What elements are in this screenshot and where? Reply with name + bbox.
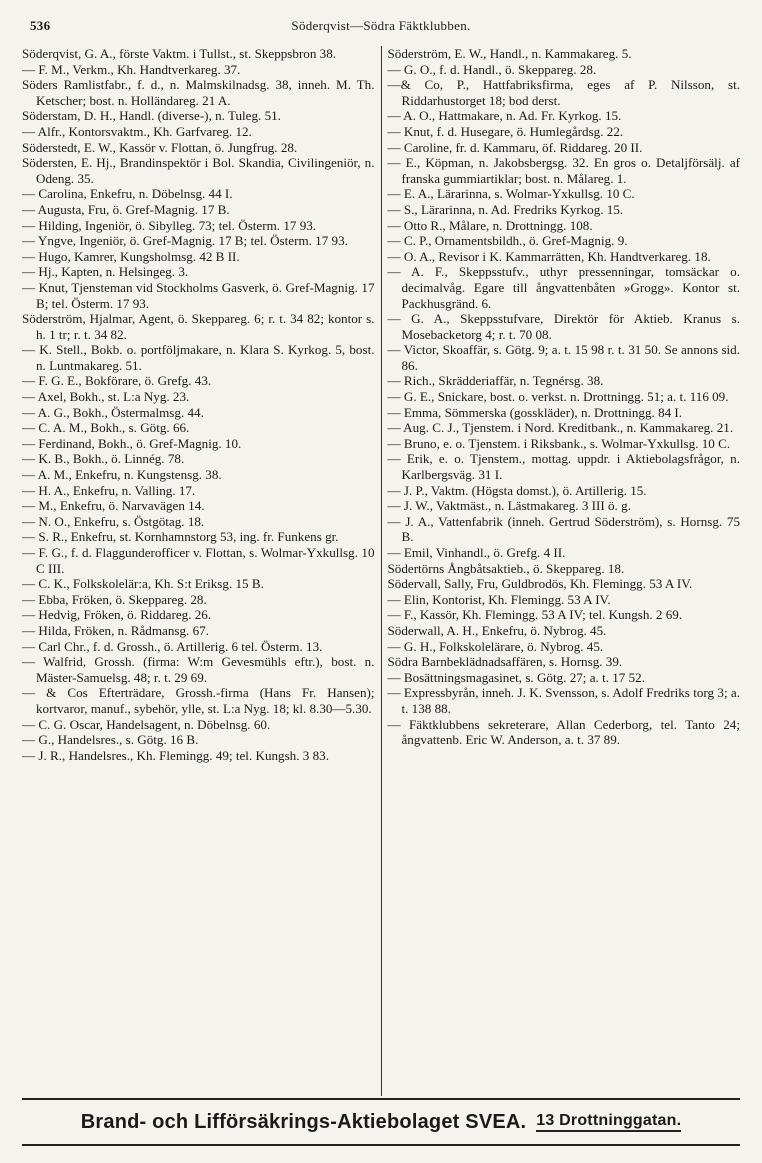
page-number: 536 [30,18,51,33]
directory-entry: — G. H., Folkskolelärare, ö. Nybrog. 45. [387,638,604,654]
directory-entry: — C. K., Folkskolelär:a, Kh. S:t Eriksg. 15 B. [22,576,264,592]
directory-entry: — Hedvig, Fröken, ö. Riddareg. 26. [22,607,212,623]
directory-entry: — Ferdinand, Bokh., ö. Gref-Magnig. 10. [22,435,242,451]
footer-advertisement [22,1098,740,1146]
footer-ad-text: Brand- och Lifförsäkrings-Aktiebolaget SVEA. [80,1110,527,1133]
directory-entry: — Yngve, Ingeniör, ö. Gref-Magnig. 17 B; tel. Österm. 17 93. [22,233,348,249]
directory-entry: — Erik, e. o. Tjenstem., mottag. uppdr. i Aktiebolagsfrågor, n. Karlbergsväg. 31 I. [387,451,740,483]
directory-entry: Söderqvist, G. A., förste Vaktm. i Tullst., st. Skeppsbron 38. [22,46,337,61]
directory-entry: Söderström, Hjalmar, Agent, ö. Skeppareg. 6; r. t. 34 82; kontor s. h. 1 tr; r. t. 34 82. [22,311,375,342]
directory-entry: — Hilda, Fröken, n. Rådmansg. 67. [22,622,209,638]
directory-entry: — F. M., Verkm., Kh. Handtverkareg. 37. [22,61,241,77]
directory-entry: — A. O., Hattmakare, n. Ad. Fr. Kyrkog. 15. [387,108,622,124]
directory-entry: — Bosättningsmagasinet, s. Götg. 27; a. t. 17 52. [387,669,645,685]
directory-entry: — Elin, Kontorist, Kh. Flemingg. 53 A IV. [387,591,611,607]
directory-entry: — Emil, Vinhandl., ö. Grefg. 4 II. [387,545,566,560]
directory-entry: — Expressbyrån, inneh. J. K. Svensson, s. Adolf Fredriks torg 3; a. t. 138 88. [387,685,740,716]
directory-entry: — K. Stell., Bokb. o. portföljmakare, n. Klara S. Kyrkog. 5, bost. n. Luntmakareg. 51. [22,342,375,373]
directory-entry: — F., Kassör, Kh. Flemingg. 53 A IV; tel. Kungsh. 2 69. [387,607,683,623]
directory-entry: Söderström, E. W., Handl., n. Kammakareg. 5. [387,46,632,61]
directory-entry: — H. A., Enkefru, n. Valling. 17. [22,482,196,498]
directory-entry: — N. O., Enkefru, s. Östgötag. 18. [22,513,205,529]
directory-entry: Södra Barnbeklädnadsaffären, s. Hornsg. 39. [387,654,623,670]
directory-entry: Söderstedt, E. W., Kassör v. Flottan, ö. Jungfrug. 28. [22,139,298,155]
directory-entry: Söderstam, D. H., Handl. (diverse-), n. Tuleg. 51. [22,108,281,124]
directory-entry: — O. A., Revisor i K. Kammarrätten, Kh. Handtverkareg. 18. [387,248,711,264]
directory-entry: —& Co, P., Hattfabriksfirma, eges af P. Nilsson, st. Riddarhustorget 18; bod derst. [387,77,740,108]
right-column [382,46,741,1096]
page-header [22,10,740,40]
directory-entry: — Carl Chr., f. d. Grossh., ö. Artillerig. 6 tel. Österm. 13. [22,638,323,654]
footer-ad-address: 13 Drottninggatan. [536,1112,681,1132]
directory-entry: — S. R., Enkefru, st. Kornhamnstorg 53, ing. fr. Funkens gr. [22,529,339,545]
directory-entry: — E., Köpman, n. Jakobsbergsg. 32. En gros o. Detaljförsälj. af franska gummiartiklar; bost. n. Målareg. 1. [387,155,740,186]
directory-entry: — F. G., f. d. Flaggunderofficer v. Flottan, s. Wolmar-Yxkullsg. 10 C III. [22,545,375,576]
directory-entry: — Fäktklubbens sekreterare, Allan Cederborg, tel. Tanto 24; ångvattenb. Eric W. Anderson, a. t. 37 89. [387,716,740,748]
directory-entry: Södervall, Sally, Fru, Guldbrodös, Kh. Flemingg. 53 A IV. [387,576,693,592]
directory-entry: — Knut, Tjensteman vid Stockholms Gasverk, ö. Gref-Magnig. 17 B; tel. Österm. 17 93. [22,279,375,311]
directory-entry: — Aug. C. J., Tjenstem. i Nord. Kreditbank., n. Kammakareg. 21. [387,420,734,436]
directory-entry: — Ebba, Fröken, ö. Skeppareg. 28. [22,591,207,607]
directory-entry: — J. A., Vattenfabrik (inneh. Gertrud Söderström), s. Hornsg. 75 B. [387,513,740,545]
directory-entry: Söders Ramlistfabr., f. d., n. Malmskilnadsg. 38, inneh. M. Th. Ketscher; bost. n. Holländareg. 21 A. [22,77,375,108]
directory-entry: — A. F., Skeppsstufv., uthyr pressenningar, tomsäckar o. decimalvåg. Egare till ångvattenbåten »Grogg». Kontor st. Packhusgränd. 6. [387,264,740,311]
directory-entry: Södersten, E. Hj., Brandinspektör i Bol. Skandia, Civilingeniör, n. Odeng. 35. [22,155,375,186]
directory-entry: — Victor, Skoaffär, s. Götg. 9; a. t. 15 98 r. t. 31 50. Se annons sid. 86. [387,342,740,373]
directory-entry: — Carolina, Enkefru, n. Döbelnsg. 44 I. [22,186,233,202]
directory-entry: — J. R., Handelsres., Kh. Flemingg. 49; tel. Kungsh. 3 83. [22,747,329,763]
directory-entry: — A. G., Bokh., Östermalmsg. 44. [22,404,204,420]
directory-entry: — G. A., Skeppsstufvare, Direktör för Aktieb. Kranus s. Mosebacketorg 4; r. t. 70 08. [387,311,740,342]
left-column [22,46,382,1096]
directory-entry: — S., Lärarinna, n. Ad. Fredriks Kyrkog. 15. [387,201,624,217]
directory-entry: — Walfrid, Grossh. (firma: W:m Gevesmühls eftr.), bost. n. Mäster-Samuelsg. 48; r. t. 29 69. [22,654,375,685]
directory-entry: Söderwall, A. H., Enkefru, ö. Nybrog. 45. [387,622,607,638]
directory-entry: — A. M., Enkefru, n. Kungstensg. 38. [22,467,222,483]
directory-entry: — Hilding, Ingeniör, ö. Sibylleg. 73; tel. Österm. 17 93. [22,217,317,233]
directory-entry: — C. A. M., Bokh., s. Götg. 66. [22,420,190,436]
directory-entry: — M., Enkefru, ö. Narvavägen 14. [22,498,205,514]
directory-entry: — E. A., Lärarinna, s. Wolmar-Yxkullsg. 10 C. [387,186,635,202]
directory-entry: — C. G. Oscar, Handelsagent, n. Döbelnsg. 60. [22,716,271,732]
directory-entry: — F. G. E., Bokförare, ö. Grefg. 43. [22,373,212,389]
directory-entry: — & Cos Efterträdare, Grossh.-firma (Hans Fr. Hansen); kortvaror, manuf., sybehör, ylle, st. L:a Nyg. 18; kl. 8.30—5.30. [22,685,375,716]
directory-entry: Södertörns Ångbåtsaktieb., ö. Skeppareg. 18. [387,560,625,576]
directory-entry: — C. P., Ornamentsbildh., ö. Gref-Magnig. 9. [387,233,628,249]
directory-entry: — Hugo, Kamrer, Kungsholmsg. 42 B II. [22,248,240,264]
directory-entry: — Hj., Kapten, n. Helsingeg. 3. [22,264,189,280]
directory-entry: — Knut, f. d. Husegare, ö. Humlegårdsg. 22. [387,123,624,139]
directory-entry: — Caroline, fr. d. Kammaru, öf. Riddareg. 20 II. [387,139,643,155]
directory-entry: — Otto R., Målare, n. Drottningg. 108. [387,217,593,233]
directory-entry: — J. P., Vaktm. (Högsta domst.), ö. Artillerig. 15. [387,482,647,498]
directory-entry: — Axel, Bokh., st. L:a Nyg. 23. [22,389,190,405]
directory-entry: — Bruno, e. o. Tjenstem. i Riksbank., s. Wolmar-Yxkullsg. 10 C. [387,435,731,451]
directory-entry: — G. E., Snickare, bost. o. verkst. n. Drottningg. 51; a. t. 116 09. [387,389,729,405]
running-head: Söderqvist—Södra Fäktklubben. [291,18,471,33]
directory-entry: — G. O., f. d. Handl., ö. Skeppareg. 28. [387,61,597,77]
directory-entry: — Rich., Skrädderiaffär, n. Tegnérsg. 38. [387,373,604,389]
directory-entry: — Emma, Sömmerska (gosskläder), n. Drottningg. 84 I. [387,404,683,420]
directory-entry: — Augusta, Fru, ö. Gref-Magnig. 17 B. [22,201,230,217]
directory-columns [22,46,740,1096]
directory-entry: — Alfr., Kontorsvaktm., Kh. Garfvareg. 12. [22,123,252,139]
directory-entry: — G., Handelsres., s. Götg. 16 B. [22,732,199,748]
directory-entry: — K. B., Bokh., ö. Linnég. 78. [22,451,185,467]
directory-entry: — J. W., Vaktmäst., n. Lästmakareg. 3 III ö. g. [387,498,631,514]
